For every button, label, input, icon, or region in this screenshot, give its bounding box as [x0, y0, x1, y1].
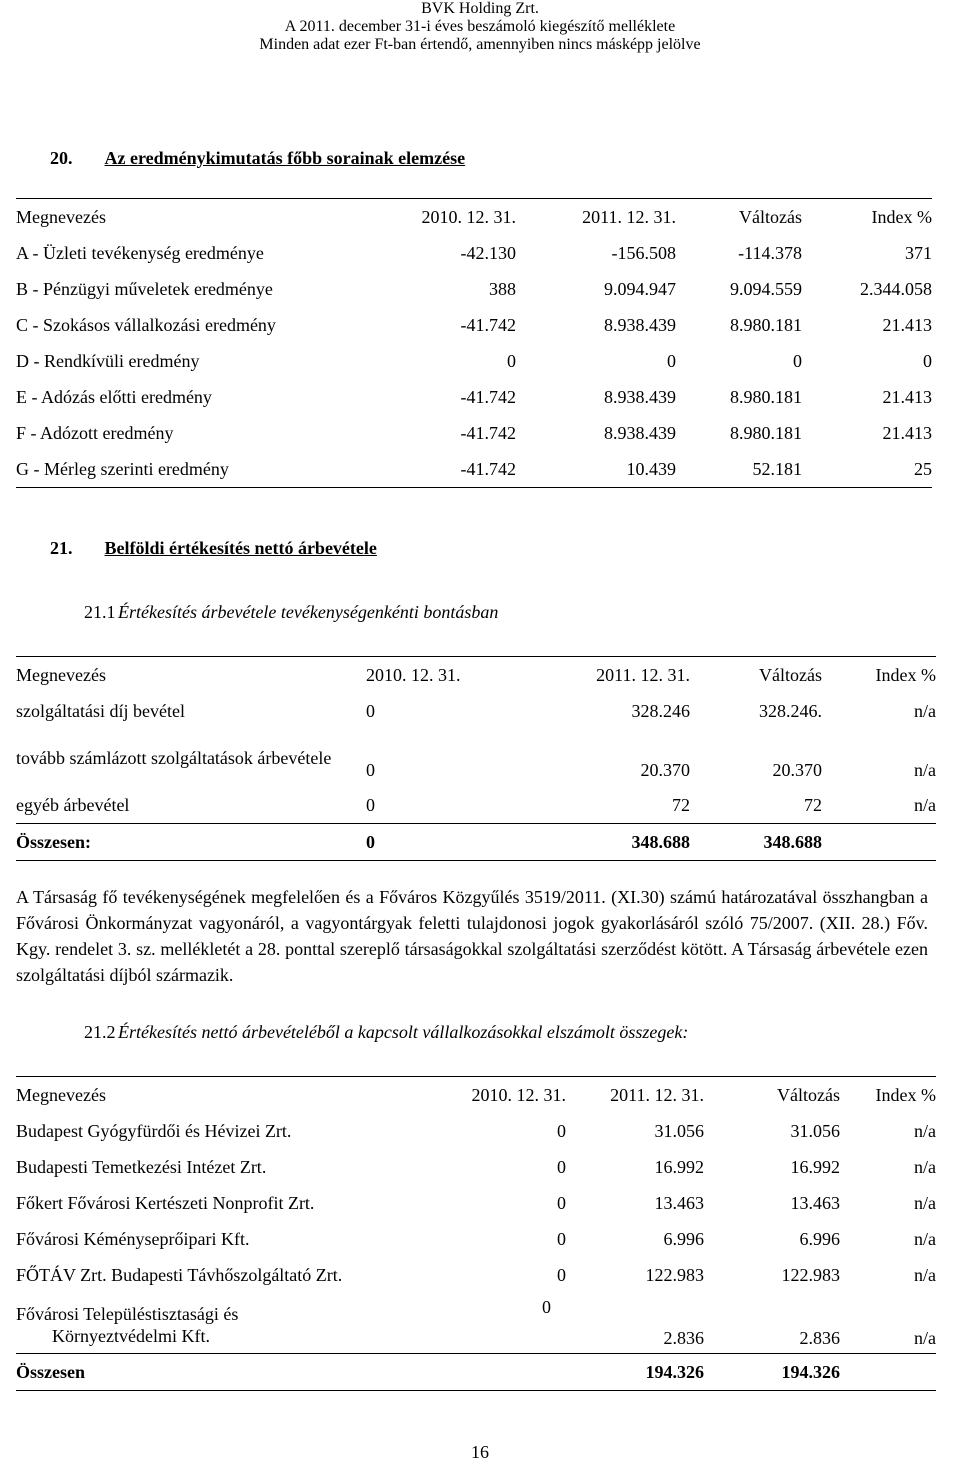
cell-2011: 31.056 [654, 1120, 704, 1141]
header-subtitle: A 2011. december 31-i éves beszámoló kiegészítő melléklete [284, 18, 676, 35]
table-row [16, 235, 932, 271]
cell-2010: 0 [557, 1264, 566, 1285]
col-header: Változás [777, 1084, 840, 1105]
cell-index: n/a [914, 1328, 936, 1348]
cell-2011: 122.983 [645, 1264, 704, 1285]
cell-index: 2.344.058 [860, 278, 932, 299]
cell-2011: 328.246 [631, 700, 690, 721]
cell-change: 0 [793, 350, 802, 371]
cell-2010: -41.742 [460, 386, 516, 407]
cell-change: 328.246. [759, 700, 822, 721]
cell-2011: 8.938.439 [604, 422, 676, 443]
cell-change: 52.181 [752, 458, 802, 479]
cell-change: 16.992 [790, 1156, 840, 1177]
cell-index: n/a [914, 1264, 936, 1285]
table-row [16, 1257, 936, 1293]
col-header: 2010. 12. 31. [421, 206, 516, 227]
row-label: G - Mérleg szerinti eredmény [16, 458, 229, 479]
total-row [16, 1354, 936, 1391]
cell-index: 21.413 [882, 422, 932, 443]
cell-change: 72 [804, 794, 822, 815]
row-label [16, 1293, 416, 1354]
row-label: Budapesti Temetkezési Intézet Zrt. [16, 1156, 267, 1177]
cell-index: 371 [905, 242, 932, 263]
cell-change: 9.094.559 [730, 278, 802, 299]
cell-change: 2.836 [799, 1328, 840, 1348]
cell-2010: -41.742 [460, 314, 516, 335]
cell-change: 8.980.181 [730, 386, 802, 407]
total-row [16, 824, 936, 861]
cell-2011: 8.938.439 [604, 314, 676, 335]
cell-index: 21.413 [882, 314, 932, 335]
cell-2011: 16.992 [654, 1156, 704, 1177]
section-21-number: 21. [50, 538, 73, 558]
cell-index: 21.413 [882, 386, 932, 407]
cell-2011: 72 [672, 794, 690, 815]
table-row [16, 1149, 936, 1185]
cell-index: n/a [914, 700, 936, 721]
cell-2010: 0 [557, 1192, 566, 1213]
header-company: BVK Holding Zrt. [421, 0, 539, 17]
cell-index: 25 [914, 458, 932, 479]
total-index [840, 1354, 936, 1391]
col-header: 2010. 12. 31. [366, 664, 461, 685]
row-label: Fővárosi Kéményseprőipari Kft. [16, 1228, 250, 1249]
col-header: Index % [875, 664, 936, 685]
header-note: Minden adat ezer Ft-ban értendő, amennyiben nincs másképp jelölve [259, 36, 701, 53]
cell-change: 31.056 [790, 1120, 840, 1141]
cell-change: 122.983 [781, 1264, 840, 1285]
total-index [822, 824, 936, 861]
cell-index: 0 [923, 350, 932, 371]
section-21-title: Belföldi értékesítés nettó árbevétele [104, 538, 377, 558]
cell-2011: -156.508 [611, 242, 676, 263]
subsection-21-2-heading [84, 1022, 688, 1043]
cell-2010: 0 [366, 794, 375, 815]
cell-2011: 9.094.947 [604, 278, 676, 299]
row-label-line-2: Környeztvédelmi Kft. [52, 1326, 210, 1346]
cell-2011: 10.439 [626, 458, 676, 479]
col-header: Index % [875, 1084, 936, 1105]
total-change: 348.688 [763, 831, 822, 852]
table-row [16, 307, 932, 343]
total-2011: 348.688 [631, 831, 690, 852]
table-row [16, 343, 932, 379]
row-label: Budapest Gyógyfürdői és Hévizei Zrt. [16, 1120, 292, 1141]
cell-2010: 0 [366, 700, 375, 721]
total-change: 194.326 [781, 1361, 840, 1382]
cell-2011: 8.938.439 [604, 386, 676, 407]
table-row [16, 415, 932, 451]
col-header: 2011. 12. 31. [610, 1084, 704, 1105]
col-header: Megnevezés [16, 664, 106, 685]
col-header: Változás [739, 206, 802, 227]
cell-index: n/a [914, 1156, 936, 1177]
row-label: E - Adózás előtti eredmény [16, 386, 212, 407]
col-header: Megnevezés [16, 1084, 106, 1105]
section-20-title: Az eredménykimutatás főbb sorainak elemzése [104, 148, 466, 168]
results-analysis-table [16, 198, 932, 488]
page-number: 16 [471, 1442, 489, 1462]
cell-index: n/a [914, 1120, 936, 1141]
cell-2011: 2.836 [663, 1328, 704, 1348]
row-label: F - Adózott eredmény [16, 422, 174, 443]
row-label: C - Szokásos vállalkozási eredmény [16, 314, 276, 335]
subsection-number: 21.1 [84, 602, 116, 622]
table-row [16, 1185, 936, 1221]
cell-index: n/a [914, 760, 936, 780]
related-party-revenue-table [16, 1076, 936, 1391]
cell-2010: 0 [366, 760, 375, 780]
cell-2011: 0 [667, 350, 676, 371]
subsection-21-1-heading [84, 602, 498, 623]
total-label: Összesen [16, 1361, 85, 1382]
cell-change: 13.463 [790, 1192, 840, 1213]
cell-2010: -41.742 [460, 422, 516, 443]
cell-2011: 13.463 [654, 1192, 704, 1213]
cell-index: n/a [914, 1192, 936, 1213]
subsection-number: 21.2 [84, 1022, 116, 1042]
table-row [16, 693, 936, 729]
row-label-line-1: Fővárosi Településtisztasági és [16, 1304, 239, 1324]
col-header: 2010. 12. 31. [471, 1084, 566, 1105]
row-label: tovább számlázott szolgáltatások árbevétele [16, 748, 332, 768]
cell-2011: 6.996 [663, 1228, 704, 1249]
row-label: szolgáltatási díj bevétel [16, 700, 185, 721]
cell-2010: -41.742 [460, 458, 516, 479]
subsection-title: Értékesítés árbevétele tevékenységenkénti bontásban [118, 602, 499, 622]
section-21-heading [50, 538, 377, 559]
cell-2010: 0 [557, 1228, 566, 1249]
section-20-heading [50, 148, 465, 169]
table-row [16, 1293, 936, 1354]
cell-2010: 0 [557, 1156, 566, 1177]
total-2010 [416, 1354, 566, 1391]
cell-2010: -42.130 [460, 242, 516, 263]
section-20-number: 20. [50, 148, 73, 168]
total-2011: 194.326 [645, 1361, 704, 1382]
table-header-row [16, 199, 932, 236]
cell-index: n/a [914, 1228, 936, 1249]
cell-2010: 388 [489, 278, 516, 299]
row-label: A - Üzleti tevékenység eredménye [16, 242, 264, 263]
table-row [16, 729, 936, 787]
cell-2010: 0 [507, 350, 516, 371]
cell-2011: 20.370 [640, 760, 690, 780]
row-label: B - Pénzügyi műveletek eredménye [16, 278, 273, 299]
table-row [16, 271, 932, 307]
cell-change: 20.370 [772, 760, 822, 780]
row-label: D - Rendkívüli eredmény [16, 350, 200, 371]
col-header: Index % [871, 206, 932, 227]
revenue-by-activity-table [16, 656, 936, 861]
cell-2010: 0 [557, 1120, 566, 1141]
subsection-title: Értékesítés nettó árbevételéből a kapcsolt vállalkozásokkal elszámolt összegek: [118, 1022, 689, 1042]
cell-change: 6.996 [799, 1228, 840, 1249]
cell-change: 8.980.181 [730, 314, 802, 335]
cell-change: 8.980.181 [730, 422, 802, 443]
cell-2010: 0 [542, 1297, 551, 1317]
table-row [16, 1113, 936, 1149]
table-row [16, 787, 936, 824]
table-header-row [16, 657, 936, 694]
table-row [16, 379, 932, 415]
table-row [16, 1221, 936, 1257]
explanatory-paragraph: A Társaság fő tevékenységének megfelelően és a Főváros Közgyűlés 3519/2011. (XI.30) számú határozatával összhangban a Fővárosi Önkormányzat vagyonáról, a vagyontárgyak feletti tulajdonosi jogok gyakorlásáról szóló 75/2007. (XII. 28.) Főv. Kgy. rendelet 3. sz. mellékletét a 28. ponttal szereplő társaságokkal szolgáltatási szerződést kötött. A Társaság árbevétele ezen szolgáltatási díjból származik. [16, 887, 928, 985]
table-header-row [16, 1077, 936, 1114]
row-label: FŐTÁV Zrt. Budapesti Távhőszolgáltató Zrt. [16, 1264, 343, 1285]
col-header: Változás [759, 664, 822, 685]
table-row [16, 451, 932, 488]
total-label: Összesen: [16, 831, 91, 852]
cell-index: n/a [914, 794, 936, 815]
col-header: 2011. 12. 31. [596, 664, 690, 685]
col-header: Megnevezés [16, 206, 106, 227]
total-2010: 0 [366, 831, 375, 852]
col-header: 2011. 12. 31. [582, 206, 676, 227]
row-label: egyéb árbevétel [16, 794, 130, 815]
row-label: Főkert Fővárosi Kertészeti Nonprofit Zrt. [16, 1192, 315, 1213]
cell-change: -114.378 [738, 242, 802, 263]
